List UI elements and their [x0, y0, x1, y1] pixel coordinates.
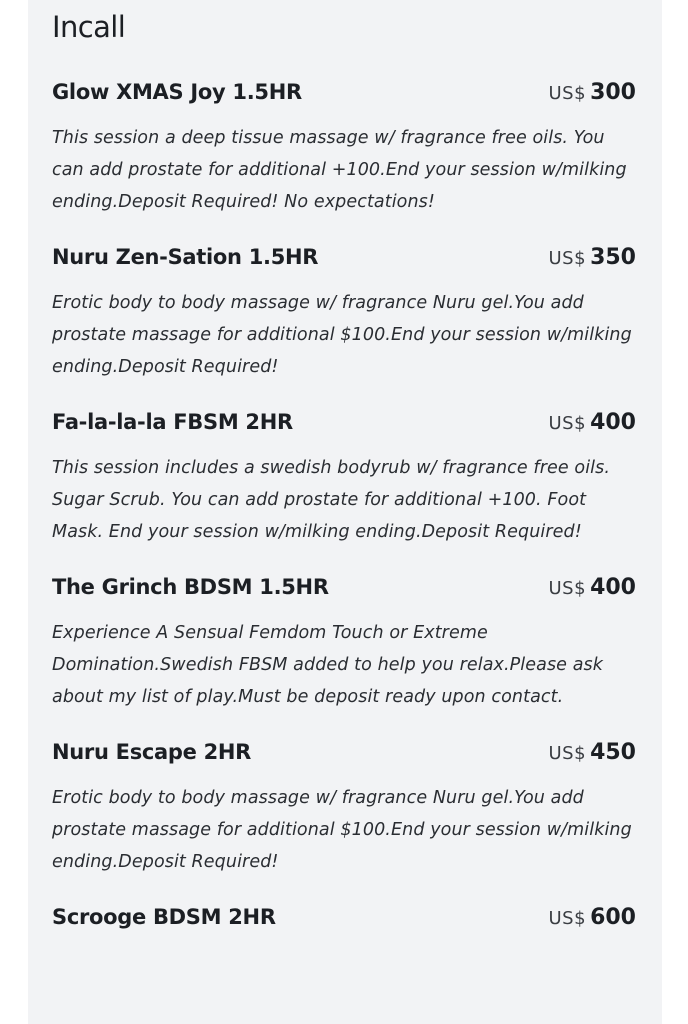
service-name: Fa-la-la-la FBSM 2HR: [52, 410, 293, 434]
service-description: Erotic body to body massage w/ fragrance Nuru gel.You add prostate massage for additional $100.End your session w/milking ending.Deposit Required!: [52, 788, 632, 872]
service-name: Glow XMAS Joy 1.5HR: [52, 80, 302, 104]
price-amount: 350: [590, 245, 636, 270]
service-description: This session a deep tissue massage w/ fragrance free oils. You can add prostate for additional +100.End your session w/milking ending.Deposit Required! No expectations!: [52, 128, 627, 212]
service-price: [549, 80, 637, 105]
price-amount: 400: [590, 575, 636, 600]
service-description: Experience A Sensual Femdom Touch or Extreme Domination.Swedish FBSM added to help you relax.Please ask about my list of play.Must be deposit ready upon contact.: [52, 623, 603, 707]
service-item[interactable]: [52, 245, 636, 383]
service-item[interactable]: [52, 740, 636, 878]
service-header: [52, 905, 636, 939]
price-currency: US$: [548, 83, 587, 104]
service-header: [52, 740, 636, 774]
price-amount: 450: [590, 740, 636, 765]
price-amount: 300: [590, 80, 636, 105]
service-description: Erotic body to body massage w/ fragrance Nuru gel.You add prostate massage for additional $100.End your session w/milking ending.Deposit Required!: [52, 293, 632, 377]
service-price: [549, 575, 637, 600]
service-name: The Grinch BDSM 1.5HR: [52, 575, 329, 599]
price-currency: US$: [548, 578, 587, 599]
service-description: This session includes a swedish bodyrub w/ fragrance free oils. Sugar Scrub. You can add prostate for additional +100. Foot Mask. End your session w/milking ending.Deposit Required!: [52, 458, 610, 542]
service-item[interactable]: [52, 905, 636, 939]
service-name: Nuru Escape 2HR: [52, 740, 252, 764]
service-price: [549, 905, 637, 930]
service-header: [52, 245, 636, 279]
price-amount: 600: [590, 905, 636, 930]
service-item[interactable]: [52, 410, 636, 548]
service-header: [52, 410, 636, 444]
incall-panel: [28, 0, 662, 1024]
service-header: [52, 80, 636, 114]
service-price: [549, 740, 637, 765]
service-name: Nuru Zen-Sation 1.5HR: [52, 245, 319, 269]
service-price: [549, 410, 637, 435]
price-amount: 400: [590, 410, 636, 435]
price-currency: US$: [548, 248, 587, 269]
service-header: [52, 575, 636, 609]
service-item[interactable]: [52, 575, 636, 713]
service-price: [549, 245, 637, 270]
service-name: Scrooge BDSM 2HR: [52, 905, 276, 929]
price-currency: US$: [548, 908, 587, 929]
price-currency: US$: [548, 413, 587, 434]
price-currency: US$: [548, 743, 587, 764]
service-list: [52, 80, 636, 966]
section-title: Incall: [52, 10, 126, 44]
service-item[interactable]: [52, 80, 636, 218]
